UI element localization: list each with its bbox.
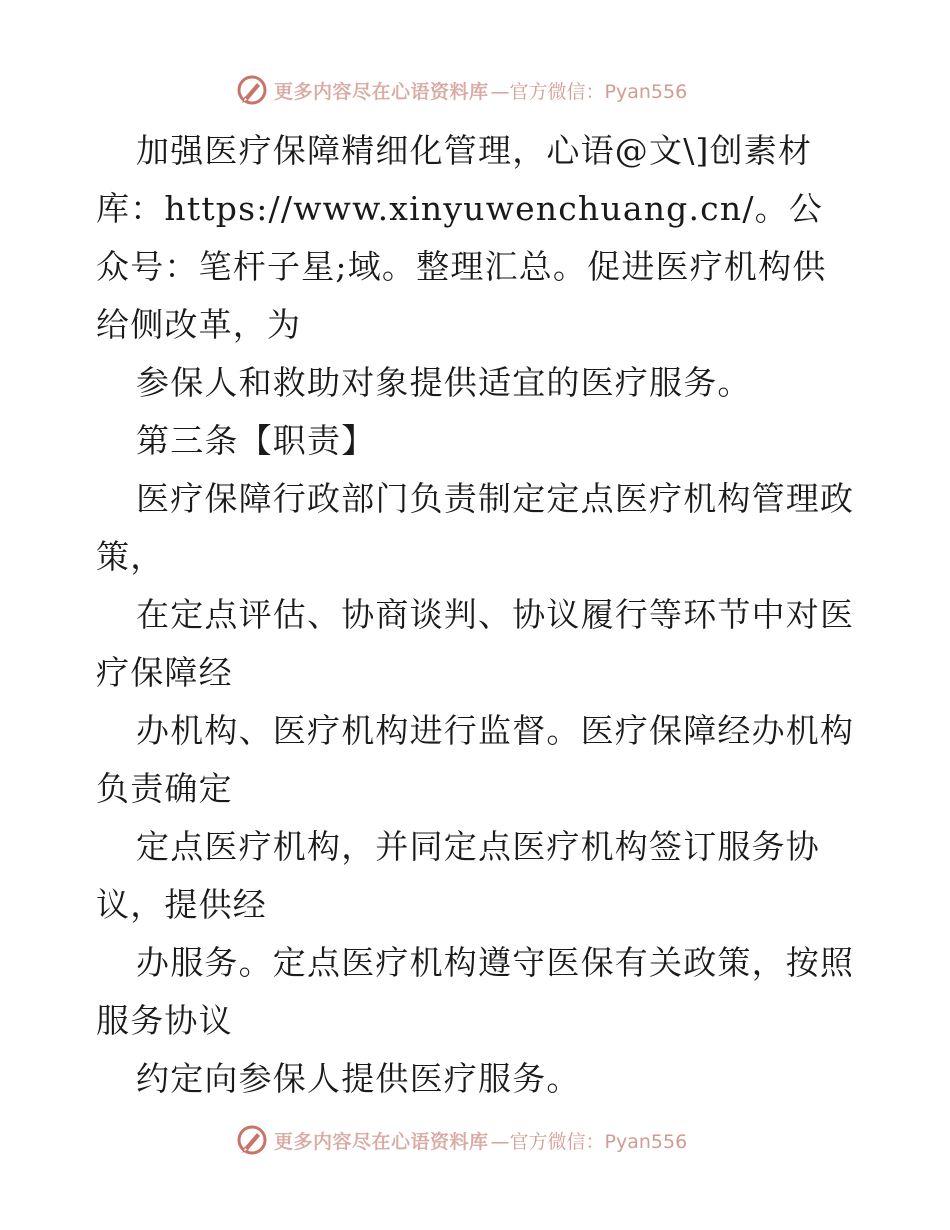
- pen-logo-icon: [236, 1124, 268, 1156]
- paragraph-2: 参保人和救助对象提供适宜的医疗服务。: [136, 363, 752, 402]
- footer-banner-text: 更多内容尽在心语资料库: [274, 1130, 489, 1153]
- header-banner-suffix: —官方微信：Pyan556: [490, 80, 688, 103]
- paragraph-8: 约定向参保人提供医疗服务。: [136, 1059, 581, 1098]
- footer-banner: [236, 1123, 687, 1157]
- pen-logo-icon: [236, 74, 268, 106]
- paragraph-5: 办机构、医疗机构进行监督。医疗保障经办机构负责确定: [96, 711, 855, 808]
- document-body: [96, 122, 856, 1108]
- paragraph-1: 加强医疗保障精细化管理，心语@文\]创素材库：https://www.xinyuwenchuang.cn/。公众号：笔杆子星;域。整理汇总。促进医疗机构供给侧改革，为: [96, 131, 827, 344]
- header-banner: [236, 73, 687, 107]
- paragraph-3: 医疗保障行政部门负责制定定点医疗机构管理政策，: [96, 479, 855, 576]
- paragraph-7: 办服务。定点医疗机构遵守医保有关政策，按照服务协议: [96, 943, 855, 1040]
- section-heading: 第三条【职责】: [136, 421, 376, 460]
- footer-banner-suffix: —官方微信：Pyan556: [490, 1130, 688, 1153]
- paragraph-4: 在定点评估、协商谈判、协议履行等环节中对医疗保障经: [96, 595, 855, 692]
- paragraph-6: 定点医疗机构，并同定点医疗机构签订服务协议，提供经: [96, 827, 820, 924]
- header-banner-text: 更多内容尽在心语资料库: [274, 80, 489, 103]
